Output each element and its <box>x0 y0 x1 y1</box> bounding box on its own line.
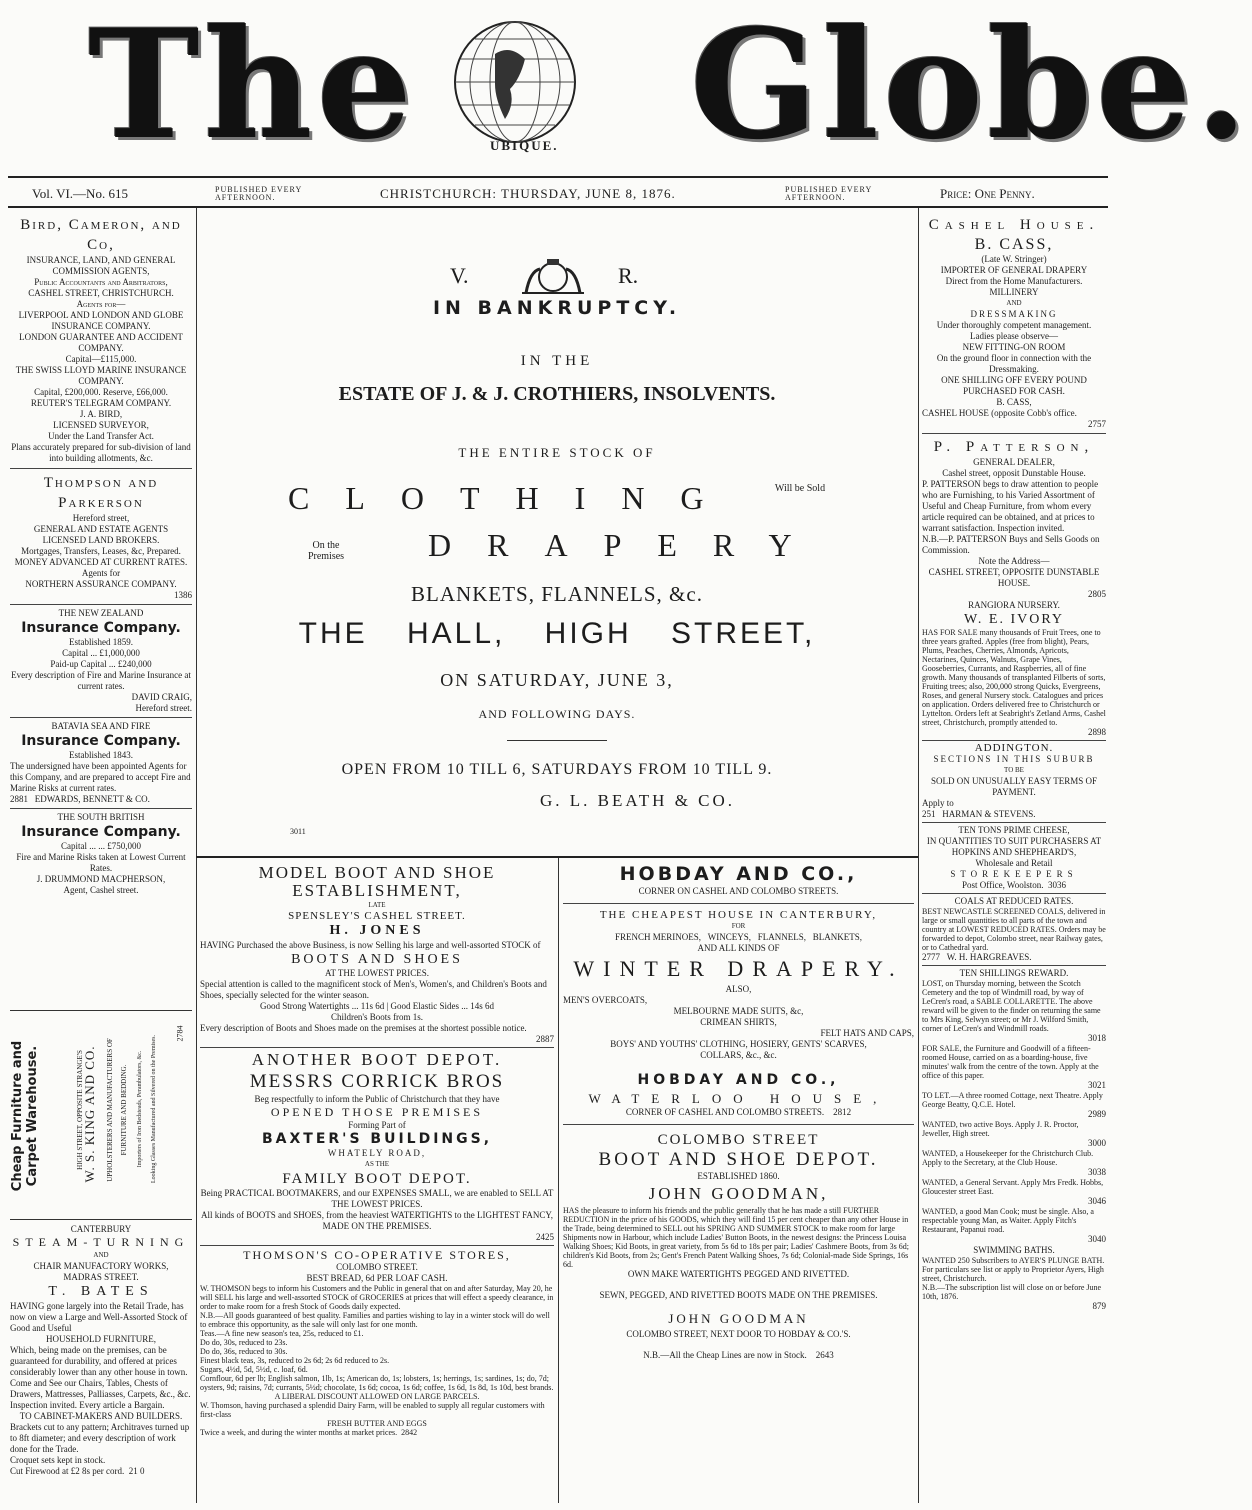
steam-label: CANTERBURY <box>70 1224 132 1234</box>
bankruptcy-num: 3011 <box>290 827 306 836</box>
masthead-title-left: The <box>88 0 417 173</box>
nz-paid: Paid-up Capital ... £240,000 <box>50 659 152 669</box>
pat-st: Cashel street, opposit Dunstable House. <box>942 468 1086 478</box>
nz-label: THE NEW ZEALAND <box>58 608 144 618</box>
cass-sig: B. CASS, <box>996 397 1032 407</box>
corrick-being: Being PRACTICAL BOOTMAKERS, and our EXPENSES SMALL, we are enabled to SELL AT THE LOWEST PRICES. <box>200 1188 554 1209</box>
cass-under: Under thoroughly competent management. <box>936 320 1092 330</box>
thom-do2: Do do, 36s, reduced to 30s. <box>200 1347 288 1356</box>
cass-ladies: Ladies please observe— <box>970 331 1058 341</box>
corrick-title: MESSRS CORRICK BROS <box>249 1071 505 1092</box>
model-spens: SPENSLEY'S CASHEL STREET. <box>288 910 466 922</box>
tp-title: Thompson and Parkerson <box>43 475 159 511</box>
model-lowest: AT THE LOWEST PRICES. <box>324 968 429 978</box>
sb-agent: J. DRUMMOND MACPHERSON, <box>36 874 166 884</box>
king-up: UPHOLSTERERS AND MANUFACTURERS OF <box>106 1038 114 1182</box>
cheese-title: TEN TONS PRIME CHEESE, <box>958 825 1070 835</box>
price: Price: One Penny. <box>940 186 1035 201</box>
hobday-winceys: WINCEYS, <box>707 932 751 942</box>
cheese-store: STOREKEEPERS <box>950 869 1078 879</box>
coals-text: BEST NEWCASTLE SCREENED COALS, delivered in large or small quantities to all parts of the town and country at LOWEST REDUCED RATES. Orders may be forwarded to depot, Colombo street, near Railway gates, or to Cathedral yard. <box>922 907 1106 952</box>
thom-nb: N.B.—All goods guaranteed of best quality. Families and parties wishing to lay in a winter stock will do well to embrace this opportunity, as the sale will only last for one month. <box>200 1311 550 1329</box>
bates-text3: Come and See our Chairs, Tables, Chests of Drawers, Mattresses, Palliasses, Carpets, &c., &c. Inspection invited. Every article a Bargain. <box>10 1378 191 1410</box>
colombo-title: COLOMBO STREET <box>657 1132 820 1148</box>
hobday-cheapest: THE CHEAPEST HOUSE IN CANTERBURY, <box>599 909 878 921</box>
bird-pa: Public Accountants and Arbitrators, <box>34 277 168 287</box>
bird-cap2: Capital, £200,000. Reserve, £66,000. <box>34 387 168 397</box>
steam-title: STEAM-TURNING <box>12 1235 190 1249</box>
bates-title: T. BATES <box>48 1284 154 1299</box>
cass-ground: On the ground floor in connection with the Dressmaking. <box>936 353 1092 374</box>
hobday-num: 2812 <box>833 1107 852 1117</box>
volume-number: Vol. VI.—No. 615 <box>32 186 128 201</box>
nz-dc: DAVID CRAIG, <box>131 692 192 702</box>
hobday-allkinds: AND ALL KINDS OF <box>697 943 780 953</box>
king-num: 2784 <box>175 1025 185 1042</box>
tp-lic: LICENSED LAND BROKERS. <box>42 535 160 545</box>
left-column <box>10 215 192 896</box>
following-days: AND FOLLOWING DAYS. <box>478 707 636 721</box>
w2-text: WANTED, a Housekeeper for the Christchurch Club. Apply to the Secretary, at the Club House. <box>922 1149 1094 1167</box>
hobday-winter: WINTER DRAPERY. <box>573 956 904 981</box>
ivory-title: W. E. IVORY <box>963 612 1065 627</box>
nz-every: Every description of Fire and Marine Insurance at current rates. <box>11 670 191 691</box>
hobday-blankets: BLANKETS, <box>812 932 863 942</box>
bates-text2: Which, being made on the premises, can be guaranteed for durability, and offered at prices considerably lower than any other house in town. <box>10 1345 188 1377</box>
add-to: TO BE <box>1004 766 1024 774</box>
corrick-baxter: BAXTER'S BUILDINGS, <box>261 1131 493 1147</box>
king-big: Cheap Furniture and Carpet Warehouse. <box>10 1040 40 1192</box>
tp-sub: GENERAL AND ESTATE AGENTS <box>33 524 169 534</box>
add-text: SECTIONS IN THIS SUBURB <box>933 754 1095 764</box>
bankruptcy-advert <box>200 215 914 851</box>
cass-mill: MILLINERY <box>989 287 1039 297</box>
model-num: 2887 <box>536 1034 554 1044</box>
cheese-num: 3036 <box>1047 880 1066 890</box>
model-special: Special attention is called to the magnificent stock of Men's, Women's, and Children's Boots and Shoes, specially selected for the winter season. <box>200 979 547 1000</box>
thom-fresh: FRESH BUTTER AND EGGS <box>327 1419 427 1428</box>
model-text: HAVING Purchased the above Business, is now Selling his large and well-assorted STOCK of <box>200 940 541 950</box>
cass-house: CASHEL HOUSE (opposite Cobb's office. <box>922 408 1077 418</box>
hobday-crimean: CRIMEAN SHIRTS, <box>700 1017 777 1027</box>
bat-num: 2881 <box>10 794 28 804</box>
will-be-sold: Will be Sold <box>774 483 826 494</box>
steam-and: AND <box>93 1251 109 1259</box>
r-letter: R. <box>618 263 639 288</box>
bird-sub: INSURANCE, LAND, AND GENERAL COMMISSION AGENTS, <box>26 255 176 276</box>
colombo-nb: N.B.—All the Cheap Lines are now in Stock. <box>643 1350 807 1360</box>
hobday-felt: FELT HATS AND CAPS, <box>820 1028 914 1038</box>
bird-lg: LIVERPOOL AND LONDON AND GLOBE INSURANCE COMPANY. <box>18 310 184 331</box>
sb-title: Insurance Company. <box>21 824 181 840</box>
king-name: W. S. KING AND CO. <box>82 1045 97 1183</box>
masthead-title-right: Globe. <box>690 0 1252 173</box>
coals-line <box>922 952 1106 963</box>
corrick-family: FAMILY BOOT DEPOT. <box>282 1171 472 1187</box>
bird-lga: LONDON GUARANTEE AND ACCIDENT COMPANY. <box>19 332 183 353</box>
king-glass: Looking Glasses Manufactured and Silvered on the Premises. <box>151 1035 157 1183</box>
pat-nb: N.B.—P. PATTERSON Buys and Sells Goods on Commission. <box>922 534 1100 555</box>
king-imp: Importers of Iron Bedsteads, Perambulators, &c. <box>137 1050 143 1168</box>
masthead-motto: UBIQUE. <box>490 138 559 153</box>
bird-cap1: Capital—£115,000. <box>65 354 137 364</box>
reward-title: TEN SHILLINGS REWARD. <box>959 968 1069 978</box>
hobday-also: ALSO, <box>725 984 752 994</box>
w4-num: 3040 <box>1088 1234 1106 1244</box>
nz-st: Hereford street. <box>135 703 192 713</box>
nz-cap: Capital ... £1,000,000 <box>62 648 140 658</box>
cass-and: AND <box>1006 299 1022 307</box>
bates-text4: Brackets cut to any pattern; Architraves turned up to 8ft diameter; and every description of work done for the Trade. <box>10 1422 190 1454</box>
blankets-line: BLANKETS, FLANNELS, &c. <box>411 582 703 606</box>
thom-do1: Do do, 30s, reduced to 23s. <box>200 1338 288 1347</box>
estate-line: ESTATE OF J. & J. CROTHIERS, INSOLVENTS. <box>338 383 776 405</box>
model-good: Good Strong Watertights ... 11s 6d | Good Elastic Sides ... 14s 6d <box>259 1001 495 1011</box>
pat-addr: CASHEL STREET, OPPOSITE DUNSTABLE HOUSE. <box>928 567 1100 588</box>
sb-cap: Capital ... ... £750,000 <box>61 841 141 851</box>
cass-late: (Late W. Stringer) <box>981 254 1047 264</box>
pat-dealer: GENERAL DEALER, <box>973 457 1055 467</box>
thom-title: THOMSON'S CO-OPERATIVE STORES, <box>243 1248 511 1262</box>
cheese-whole: Wholesale and Retail <box>975 858 1053 868</box>
mid-column <box>200 864 554 1437</box>
corrick-beg: Beg respectfully to inform the Public of Christchurch that they have <box>254 1094 500 1104</box>
hobday-column <box>563 862 914 1361</box>
cashel-title: Cashel House. <box>928 217 1100 233</box>
tp-mort: Mortgages, Transfers, Leases, &c, Prepared. <box>21 546 181 556</box>
thom-dairy: W. Thomson, having purchased a splendid Dairy Farm, will be enabled to supply all regular customers with first-class <box>200 1401 545 1419</box>
add-line <box>922 809 1106 820</box>
bird-addr: CASHEL STREET, CHRISTCHURCH. <box>28 288 174 298</box>
corrick-all: All kinds of BOOTS and SHOES, from the heaviest WATERTIGHTS to the LIGHTEST FANCY, MADE ON THE PREMISES. <box>200 1210 554 1231</box>
colombo-sewn: SEWN, PEGGED, AND RIVETTED BOOTS MADE ON THE PREMISES. <box>599 1290 878 1300</box>
hobday-collars: COLLARS, &c., &c. <box>700 1050 777 1060</box>
tp-agents: Agents for <box>81 568 121 578</box>
thom-st: COLOMBO STREET. <box>336 1262 418 1272</box>
dateline-rule <box>8 206 1108 208</box>
hobday-title: HOBDAY AND CO., <box>619 863 858 885</box>
let-text: TO LET.—A three roomed Cottage, next Theatre. Apply George Beatty, Q.C.E. Hotel. <box>922 1091 1103 1109</box>
colombo-name2: JOHN GOODMAN <box>668 1311 809 1326</box>
add-title: ADDINGTON. <box>974 742 1054 754</box>
tp-st: Hereford street, <box>72 513 130 523</box>
bates-text: HAVING gone largely into the Retail Trade, has now on view a Large and Well-Assorted Stock of Good and Useful <box>10 1301 188 1333</box>
hobday-corner: CORNER ON CASHEL AND COLOMBO STREETS. <box>638 886 839 896</box>
bird-act: Under the Land Transfer Act. <box>48 431 154 441</box>
corrick-head: ANOTHER BOOT DEPOT. <box>251 1050 503 1069</box>
thom-num: 2842 <box>401 1428 418 1437</box>
nz-title: Insurance Company. <box>21 620 181 636</box>
add-apply: Apply to <box>922 798 954 808</box>
hobday-flannels: FLANNELS, <box>757 932 807 942</box>
bird-ls: LICENSED SURVEYOR, <box>53 420 149 430</box>
let-num: 2989 <box>1088 1109 1106 1119</box>
corrick-opened: OPENED THOSE PREMISES <box>270 1105 484 1119</box>
model-child: Children's Boots from 1s. <box>330 1012 424 1022</box>
hobday-mens: MEN'S OVERCOATS, <box>563 995 648 1005</box>
entire-stock: THE ENTIRE STOCK OF <box>458 445 656 460</box>
swim-title: SWIMMING BATHS. <box>973 1245 1055 1255</box>
corrick-num: 2425 <box>536 1232 554 1242</box>
bat-num-line <box>10 794 192 805</box>
bird-reuter: REUTER'S TELEGRAM COMPANY. <box>30 398 172 408</box>
ivory-label: RANGIORA NURSERY. <box>968 600 1060 610</box>
colombo-num: 2643 <box>815 1350 834 1360</box>
cass-imp: IMPORTER OF GENERAL DRAPERY <box>940 265 1088 275</box>
ivory-text: HAS FOR SALE many thousands of Fruit Trees, one to three years grafted. Apples (free from blight), Pears, Plums, Peaches, Cherries, Almonds, Apricots, Nectarines, Quinces, Walnuts, Grape Vines, Gooseberries, Currants, and Raspberries, all of fine growth. Many thousands of transplanted Filberts of sorts, Fruiting trees; also, 200,000 strong Quicks, Evergreens, Roses, and general Nursery stock. Catalogues and prices on application. Orders delivered free to Christchurch or Lyttelton. Orders left at Seabright's Zetland Arms, Cashel street, Christchurch, promptly attended to. <box>922 628 1106 727</box>
model-every: Every description of Boots and Shoes made on the premises at the shortest possible notice. <box>200 1023 527 1033</box>
w4-text: WANTED, a good Man Cook; must be single. Also, a respectable young Man, as Waiter. Apply Fitch's Restaurant, Papanui road. <box>922 1207 1094 1234</box>
cass-direct: Direct from the Home Manufacturers. <box>945 276 1083 286</box>
top-rule <box>8 176 1108 178</box>
model-jones: H. JONES <box>329 923 425 938</box>
coals-title: COALS AT REDUCED RATES. <box>954 896 1074 906</box>
cheese-po-line <box>922 880 1106 891</box>
thom-sugar: Finest black teas, 3s, reduced to 2s 6d; 2s 6d reduced to 2s. <box>200 1356 390 1365</box>
swim-text: WANTED 250 Subscribers to AYER'S PLUNGE BATH. For particulars see list or apply to Proprietor Ayers, High street, Christchurch. <box>922 1256 1105 1283</box>
cass-shilling: ONE SHILLING OFF EVERY POUND PURCHASED FOR CASH. <box>941 375 1087 396</box>
reward-num: 3018 <box>1088 1033 1106 1043</box>
coals-num: 2777 <box>922 952 940 962</box>
tp-money: MONEY ADVANCED AT CURRENT RATES. <box>14 557 188 567</box>
bat-text: The undersigned have been appointed Agents for this Company, and are prepared to accept Fire and Marine Risks at current rates. <box>10 761 191 793</box>
bird-swiss: THE SWISS LLOYD MARINE INSURANCE COMPANY. <box>15 365 187 386</box>
pat-text: P. PATTERSON begs to draw attention to people who are Furnishing, to his Varied Assortment of Useful and Cheap Furniture, from whom every article required can be obtained, and at prices to warrant satisfaction. Inspection invited. <box>922 479 1099 533</box>
bird-ja: J. A. BIRD, <box>79 409 123 419</box>
cass-name: B. CASS, <box>974 236 1054 253</box>
hobday-melb: MELBOURNE MADE SUITS, &c, <box>673 1006 804 1016</box>
tp-north: NORTHERN ASSURANCE COMPANY. <box>25 579 177 589</box>
colombo-own: OWN MAKE WATERTIGHTS PEGGED AND RIVETTED. <box>627 1269 850 1279</box>
sb-label: THE SOUTH BRITISH <box>57 812 145 822</box>
thom-sugars: Sugars, 4½d, 5d, 5½d, c. loaf, 6d. <box>200 1365 308 1374</box>
ivory-num: 2898 <box>1088 727 1106 737</box>
beath-name: G. L. BEATH & CO. <box>540 791 736 810</box>
bat-title: Insurance Company. <box>21 733 181 749</box>
colombo-est: ESTABLISHED 1860. <box>697 1171 780 1181</box>
w2-num: 3038 <box>1088 1167 1106 1177</box>
bat-agents: EDWARDS, BENNETT & CO. <box>34 794 150 804</box>
v-letter: V. <box>450 263 469 288</box>
colombo-depot: BOOT AND SHOE DEPOT. <box>598 1149 879 1170</box>
swim-num: 879 <box>1092 1301 1106 1311</box>
drapery-word: DRAPERY <box>428 527 828 563</box>
center-bottom-rule <box>196 856 918 858</box>
corrick-forming: Forming Part of <box>348 1120 406 1130</box>
hobday-name2: HOBDAY AND CO., <box>637 1072 840 1088</box>
w1-num: 3000 <box>1088 1138 1106 1148</box>
place-date: CHRISTCHURCH: THURSDAY, JUNE 8, 1876. <box>380 186 676 201</box>
left-column-lower <box>10 1224 192 1477</box>
w3-text: WANTED, a General Servant. Apply Mrs Fredk. Hobbs, Gloucester street East. <box>922 1178 1104 1196</box>
colombo-nb-line <box>563 1350 914 1361</box>
bates-croq: Croquet sets kept in stock. <box>10 1455 106 1465</box>
bat-label: BATAVIA SEA AND FIRE <box>51 721 151 731</box>
thom-twice-line <box>200 1428 554 1437</box>
saturday-line: ON SATURDAY, JUNE 3, <box>440 670 674 690</box>
model-late: LATE <box>368 901 386 909</box>
hobday-french: FRENCH MERINOES, <box>614 932 701 942</box>
cheese-po: Post Office, Woolston. <box>962 880 1044 890</box>
cass-num: 2757 <box>1088 419 1106 429</box>
add-num: 251 <box>922 809 936 819</box>
w3-num: 3046 <box>1088 1196 1106 1206</box>
bankruptcy-heading: IN BANKRUPTCY. <box>432 297 682 319</box>
royal-arms-icon <box>518 255 588 295</box>
thom-twice: Twice a week, and during the winter months at market prices. <box>200 1428 398 1437</box>
corrick-as: AS THE <box>364 1160 390 1168</box>
colombo-text: HAS the pleasure to inform his friends and the public generally that he has made a still FURTHER REDUCTION in the price of his GOODS, which they will find 15 per cent cheaper than any other House in the Trade, being determined to SELL out his SPRING AND SUMMER STOCK to make room for large Shipments now in Harbour, which include Ladies' Button Boots, in the newest designs: the Princess Louisa Walking Shoes; Kid Boots, in great variety, from 5s 6d to 18s per pair; Ladies' Cashmere Boots, from 3s 6d; children's Kid Boots, from 2s; Gent's French Patent Walking Shoes, 7s 6d; Colonial-made Side Springs, 16s 6d. <box>563 1206 910 1269</box>
model-boots: BOOTS AND SHOES <box>291 952 463 967</box>
colombo-next: COLOMBO STREET, NEXT DOOR TO HOBDAY & CO.'S. <box>626 1329 851 1339</box>
thom-corn: Cornflour, 6d per lb; English salmon, 1lb, 1s; American do, 1s; lobsters, 1s; herrings, 1s; sardines, 1s; do, 7d; oysters, 9d; raisins, 7d; currants, 5½d; chocolate, 1s 6d; cocoa, 1s 6d; coffee, 1s 6d, 1s 8d, 1s 10d, best brands. <box>200 1374 554 1392</box>
sb-agent2: Agent, Cashel street. <box>63 885 139 895</box>
corrick-whately: WHATELY ROAD, <box>327 1148 427 1158</box>
masthead <box>0 0 1252 173</box>
bird-title: Bird, Cameron, and Co, <box>20 217 182 253</box>
thom-disc: A LIBERAL DISCOUNT ALLOWED ON LARGE PARCELS. <box>274 1392 480 1401</box>
bates-hf: HOUSEHOLD FURNITURE, <box>46 1334 156 1344</box>
thom-text: W. THOMSON begs to inform his Customers and the Public in general that on and after Saturday, May 20, he will SELL his large and well-assorted STOCK of GROCERIES at prices that will effect a speedy clearance, in order to make room for a fresh Stock of Goods daily expected. <box>200 1284 554 1311</box>
reward-text: LOST, on Thursday morning, between the Scotch Cemetery and the top of Windmill road, by way of LeCren's road, a SABLE COLLARETTE. The above reward will be given to the finder on returning the same to Mrs King, Selwyn street; or Mr J. Wilford Smith, corner of LeCren's and Windmill roads. <box>922 979 1101 1033</box>
pat-title: P. Patterson, <box>933 439 1095 455</box>
bates-num: 21 0 <box>128 1466 145 1476</box>
steam-chair: CHAIR MANUFACTORY WORKS, <box>33 1261 169 1271</box>
col-rule-3 <box>558 858 559 1503</box>
far-right-column <box>922 215 1106 1312</box>
open-hours: OPEN FROM 10 TILL 6, SATURDAYS FROM 10 TILL 9. <box>341 761 773 778</box>
model-title: MODEL BOOT AND SHOE ESTABLISHMENT, <box>258 863 496 900</box>
bird-agents: Agents for— <box>76 299 126 309</box>
published-left: PUBLISHED EVERY AFTERNOON. <box>215 185 302 202</box>
pat-num: 2805 <box>1088 589 1106 599</box>
colombo-name: JOHN GOODMAN, <box>648 1184 829 1203</box>
add-sold: SOLD ON UNUSUALLY EASY TERMS OF PAYMENT. <box>930 776 1098 797</box>
center-divider <box>507 740 607 741</box>
hobday-boys: BOYS' AND YOUTHS' CLOTHING, HOSIERY, GENTS' SCARVES, <box>610 1039 867 1049</box>
bat-est: Established 1843. <box>69 750 133 760</box>
hall-line: THE HALL, HIGH STREET, <box>298 617 816 650</box>
steam-st: MADRAS STREET. <box>63 1272 139 1282</box>
w1-text: WANTED, two active Boys. Apply J. R. Proctor, Jeweller, High street. <box>922 1120 1079 1138</box>
cass-fitting: NEW FITTING-ON ROOM <box>962 342 1066 352</box>
on-the-premises: On the Premises <box>307 540 345 562</box>
king-advert <box>10 1010 192 1220</box>
sale-num: 3021 <box>1088 1080 1106 1090</box>
hobday-for: FOR <box>731 922 746 930</box>
bates-cab: TO CABINET-MAKERS AND BUILDERS. <box>19 1411 183 1421</box>
thom-teas: Teas.—A fine new season's tea, 25s, reduced to £1. <box>200 1329 364 1338</box>
hobday-fabrics <box>563 932 914 943</box>
coals-name: W. H. HARGREAVES. <box>946 952 1032 962</box>
cass-dress: DRESSMAKING <box>970 309 1058 319</box>
bates-fire-line <box>10 1466 192 1477</box>
add-hs: HARMAN & STEVENS. <box>942 809 1036 819</box>
hobday-waterloo: WATERLOO HOUSE, <box>588 1091 889 1106</box>
tp-num: 1386 <box>174 590 192 600</box>
thom-bread: BEST BREAD, 6d PER LOAF CASH. <box>306 1273 448 1283</box>
published-right: PUBLISHED EVERY AFTERNOON. <box>785 185 872 202</box>
cheese-hop: HOPKINS AND SHEPHEARD'S, <box>951 847 1077 857</box>
hobday-corner2-line <box>563 1107 914 1118</box>
bird-plans: Plans accurately prepared for sub-division of land into building allotments, &c. <box>11 442 191 463</box>
nz-est: Established 1859. <box>69 637 133 647</box>
clothing-word: CLOTHING <box>288 480 740 516</box>
bates-fire: Cut Firewood at £2 8s per cord. <box>10 1466 125 1476</box>
hobday-corner2: CORNER OF CASHEL AND COLOMBO STREETS. <box>625 1107 825 1117</box>
col-rule-2 <box>918 208 919 1503</box>
king-furn: FURNITURE AND BEDDING. <box>120 1064 128 1156</box>
sale-text: FOR SALE, the Furniture and Goodwill of a fifteen-roomed House, carried on as a boarding-house, five minutes' walk from the centre of the town. Apply at the office of this paper. <box>922 1044 1099 1080</box>
swim-nb: N.B.—The subscription list will close on or before June 10th, 1876. <box>922 1283 1102 1301</box>
in-the: IN THE <box>520 353 594 369</box>
sb-fire: Fire and Marine Risks taken at Lowest Current Rates. <box>16 852 186 873</box>
cheese-text: IN QUANTITIES TO SUIT PURCHASERS AT <box>926 836 1102 846</box>
pat-note: Note the Address— <box>978 556 1050 566</box>
king-addr: HIGH STREET, OPPOSITE STRANGE'S <box>76 1050 84 1170</box>
